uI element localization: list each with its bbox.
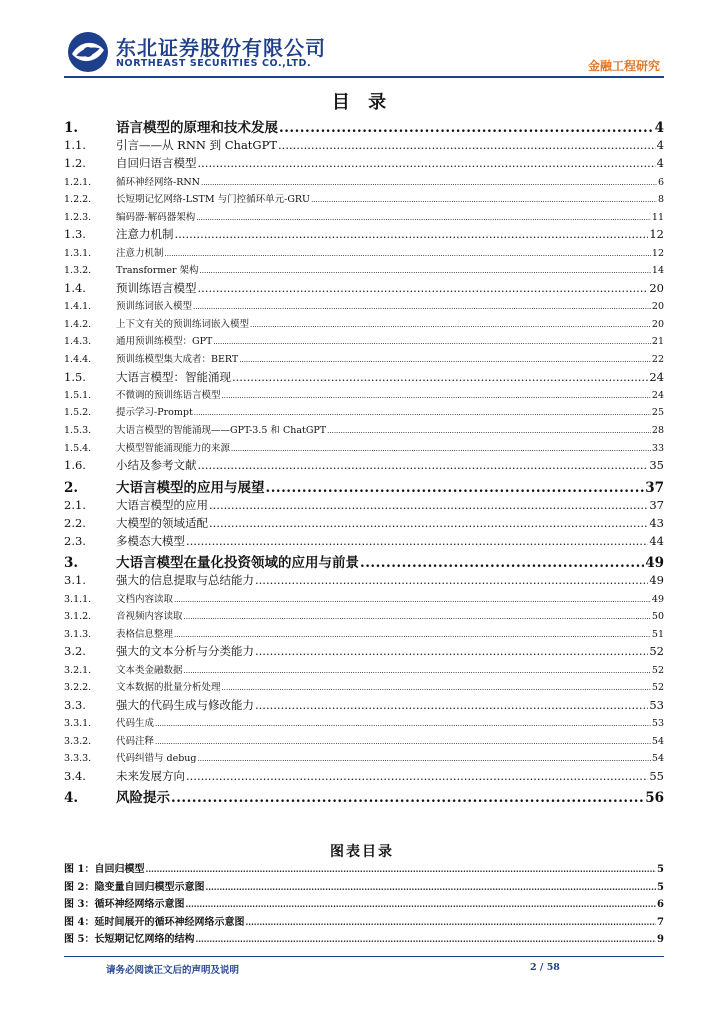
toc-entry-page: 24 [651,389,664,401]
toc-entry-page: 25 [651,407,664,419]
toc-entry[interactable] [64,768,664,786]
toc-entry[interactable] [64,316,664,334]
toc-entry-number: 3.3.1. [64,718,92,730]
toc-entry-page: 55 [649,769,664,784]
toc-leader-dots [171,790,644,806]
toc-entry-page: 51 [651,628,664,640]
toc-entry[interactable] [64,191,664,209]
toc-entry-page: 20 [649,280,664,295]
toc-leader-dots [327,427,651,435]
toc-entry[interactable] [64,750,664,768]
toc-entry-title: 文本类金融数据 [116,664,183,676]
toc-entry-page: 49 [651,593,664,605]
toc-entry[interactable] [64,280,664,298]
toc-leader-dots [165,250,651,258]
toc-entry-title: 大模型智能涌现能力的来源 [116,442,231,454]
toc-leader-dots [213,338,651,346]
toc-entry[interactable] [64,626,664,644]
toc-entry[interactable] [64,786,664,807]
toc-entry-page: 12 [649,227,664,242]
toc-entry-page: 21 [651,336,664,348]
toc-entry-title: 音视频内容读取 [116,611,183,623]
toc-entry-title: 自回归语言模型 [116,156,197,171]
toc-leader-dots [239,356,651,364]
toc-entry-page: 50 [651,611,664,623]
toc-leader-dots [250,321,651,329]
toc-leader-dots [198,458,649,472]
toc-entry[interactable] [64,457,664,475]
toc-entry-title: 预训练语言模型 [116,280,197,295]
toc-leader-dots [311,196,657,204]
toc-leader-dots [266,480,645,496]
toc-entry[interactable] [64,209,664,227]
toc-entry-page: 28 [651,425,664,437]
table-of-contents [64,116,664,807]
toc-leader-dots [196,214,651,222]
toc-entry-page: 14 [651,265,664,277]
toc-entry[interactable] [64,440,664,458]
figure-leader-dots [245,917,656,927]
toc-entry[interactable] [64,643,664,661]
figure-leader-dots [185,899,656,909]
figure-entry-label: 图 4：延时间展开的循环神经网络示意图 [64,916,245,928]
toc-leader-dots [193,303,651,311]
toc-entry[interactable] [64,572,664,590]
figure-entry[interactable] [64,860,664,878]
toc-entry-page: 4 [654,120,664,136]
toc-entry-title: 强大的文本分析与分类能力 [116,644,254,659]
toc-entry-number: 1.2.3. [64,211,92,223]
toc-entry[interactable] [64,369,664,387]
page-header [0,0,724,80]
toc-entry[interactable] [64,662,664,680]
toc-entry-page: 54 [651,735,664,747]
toc-entry-title: 提示学习-Prompt [116,407,193,419]
toc-entry-page: 43 [649,515,664,530]
toc-entry-page: 52 [649,644,664,659]
toc-leader-dots [279,120,654,136]
figure-entry-page: 5 [657,864,664,875]
toc-entry-page: 53 [651,718,664,730]
toc-leader-dots [231,445,651,453]
toc-entry-number: 3.2. [64,644,86,659]
toc-entry-page: 37 [645,479,664,496]
figure-entry[interactable] [64,895,664,913]
toc-entry-page: 6 [657,176,664,188]
toc-entry-title: 长短期记忆网络-LSTM 与门控循环单元-GRU [116,194,311,206]
toc-entry-page: 49 [649,573,664,588]
toc-entry-number: 3. [64,555,79,572]
toc-entry[interactable] [64,476,664,497]
toc-leader-dots [174,596,651,604]
toc-leader-dots [222,684,651,692]
header-divider [64,76,664,78]
figure-list-title: 图表目录 [330,844,394,860]
toc-entry-title: 风险提示 [116,790,170,807]
toc-leader-dots [360,555,644,571]
toc-entry-page: 8 [657,194,664,206]
toc-entry[interactable] [64,137,664,155]
toc-entry-page: 53 [649,697,664,712]
toc-entry[interactable] [64,497,664,515]
toc-entry[interactable] [64,697,664,715]
toc-entry-number: 2.2. [64,515,86,530]
toc-entry-page: 37 [649,497,664,512]
toc-entry[interactable] [64,591,664,609]
toc-leader-dots [155,738,651,746]
figure-entry-page: 9 [657,934,664,945]
toc-leader-dots [255,644,648,658]
toc-entry-title: 未来发展方向 [116,769,185,784]
toc-entry-number: 1.3.2. [64,265,92,277]
company-name-en: NORTHEAST SECURITIES CO.,LTD. [116,58,312,69]
toc-leader-dots [184,613,651,621]
toc-entry-number: 1.3. [64,227,86,242]
toc-entry-page: 12 [651,247,664,259]
figure-entry-page: 5 [657,881,664,893]
toc-entry-title: 通用预训练模型：GPT [116,336,213,348]
toc-leader-dots [232,370,648,384]
toc-leader-dots [155,720,651,728]
toc-leader-dots [198,281,649,295]
toc-entry[interactable] [64,515,664,533]
toc-entry[interactable] [64,608,664,626]
toc-entry[interactable] [64,262,664,280]
toc-leader-dots [255,698,648,712]
toc-entry[interactable] [64,533,664,551]
figure-entry-page: 7 [657,916,664,928]
toc-entry-page: 56 [645,790,664,807]
footer-divider [64,956,664,957]
toc-entry-page: 52 [651,664,664,676]
toc-entry-number: 1.4.3. [64,336,92,348]
toc-entry[interactable] [64,333,664,351]
toc-entry-page: 49 [645,555,664,572]
toc-entry-number: 3.2.2. [64,682,92,694]
toc-leader-dots [186,769,648,783]
toc-entry-title: 大语言模型的应用与展望 [116,479,265,496]
toc-entry-title: 代码生成 [116,718,155,730]
toc-entry-title: 预训练词嵌入模型 [116,301,193,313]
toc-entry[interactable] [64,679,664,697]
figure-entry[interactable] [64,913,664,931]
toc-entry-page: 11 [651,211,664,223]
toc-entry-number: 1.5.1. [64,389,92,401]
company-name-cn: 东北证券股份有限公司 [116,36,326,60]
toc-entry-number: 3.2.1. [64,664,92,676]
toc-title: 目 录 [331,92,393,113]
toc-leader-dots [209,498,648,512]
toc-entry-title: 大模型的领域适配 [116,515,208,530]
toc-entry-number: 3.3. [64,697,86,712]
toc-leader-dots [194,409,651,417]
toc-entry[interactable] [64,422,664,440]
toc-entry-number: 1.5. [64,369,86,384]
toc-entry-title: 注意力机制 [116,247,164,259]
toc-entry[interactable] [64,733,664,751]
northeast-securities-logo-icon [66,30,110,74]
toc-entry-number: 1.4.4. [64,353,92,365]
toc-entry-number: 1.2. [64,156,86,171]
toc-entry-title: 大语言模型的智能涌现——GPT-3.5 和 ChatGPT [116,425,327,437]
toc-entry-title: 小结及参考文献 [116,458,197,473]
toc-entry[interactable] [64,226,664,244]
toc-entry-number: 3.3.2. [64,735,92,747]
toc-leader-dots [200,267,651,275]
toc-entry-number: 1.5.2. [64,407,92,419]
toc-entry[interactable] [64,715,664,733]
toc-entry-number: 4. [64,790,79,807]
toc-entry-number: 2. [64,479,79,496]
figure-leader-dots [145,864,656,874]
toc-entry-page: 4 [656,138,664,152]
toc-entry-title: 预训练模型集大成者：BERT [116,353,239,365]
toc-entry-number: 3.1. [64,573,86,588]
toc-entry-number: 3.1.2. [64,611,92,623]
toc-entry-title: 多模态大模型 [116,534,185,549]
toc-entry-page: 20 [651,301,664,313]
toc-entry-title: 不微调的预训练语言模型 [116,389,221,401]
toc-entry[interactable] [64,551,664,572]
toc-entry-number: 1.1. [64,138,86,152]
toc-entry-number: 2.3. [64,534,86,549]
figure-entry[interactable] [64,930,664,948]
toc-leader-dots [175,227,649,241]
toc-entry-number: 1.5.3. [64,425,92,437]
toc-entry-title: 代码纠错与 debug [116,753,197,765]
toc-entry-page: 35 [649,458,664,473]
toc-entry-number: 1.4. [64,280,86,295]
toc-entry-title: 大语言模型在量化投资领域的应用与前景 [116,555,359,572]
toc-entry-page: 33 [651,442,664,454]
footer-page-number: 2 / 58 [530,962,560,973]
toc-entry[interactable] [64,404,664,422]
figure-entry[interactable] [64,878,664,896]
toc-entry-title: 文本数据的批量分析处理 [116,682,221,694]
toc-entry-page: 20 [651,318,664,330]
figure-list [64,860,664,948]
toc-leader-dots [198,755,651,763]
toc-leader-dots [201,179,657,187]
toc-entry-title: 文档内容读取 [116,593,174,605]
toc-entry-number: 3.1.3. [64,628,92,640]
toc-entry[interactable] [64,116,664,137]
toc-entry-title: 代码注释 [116,735,155,747]
toc-entry-number: 1. [64,120,79,136]
toc-entry-title: 编码器-解码器架构 [116,211,196,223]
toc-entry-page: 22 [651,353,664,365]
toc-entry-title: 强大的信息提取与总结能力 [116,573,254,588]
toc-leader-dots [278,138,656,152]
toc-leader-dots [209,516,648,530]
figure-entry-label: 图 3：循环神经网络示意图 [64,899,185,910]
toc-entry[interactable] [64,387,664,405]
toc-entry-title: 上下文有关的预训练词嵌入模型 [116,318,250,330]
toc-entry-number: 3.3.3. [64,753,92,765]
toc-entry-title: 表格信息整理 [116,628,174,640]
toc-entry-number: 1.3.1. [64,247,92,259]
figure-entry-label: 图 5：长短期记忆网络的结构 [64,934,195,945]
toc-entry-page: 54 [651,753,664,765]
toc-leader-dots [174,631,651,639]
toc-entry[interactable] [64,174,664,192]
figure-entry-page: 6 [657,899,664,910]
toc-entry-number: 2.1. [64,497,86,512]
figure-leader-dots [195,934,656,944]
toc-leader-dots [186,534,648,548]
toc-entry[interactable] [64,155,664,173]
toc-entry-number: 1.6. [64,458,86,473]
toc-entry-page: 44 [649,534,664,549]
figure-entry-label: 图 1：自回归模型 [64,864,145,875]
figure-entry-label: 图 2：隐变量自回归模型示意图 [64,881,205,893]
toc-entry-title: 大语言模型：智能涌现 [116,369,231,384]
toc-leader-dots [255,573,648,587]
toc-entry-title: 大语言模型的应用 [116,497,208,512]
figure-leader-dots [205,882,656,892]
toc-entry-number: 1.2.2. [64,194,92,206]
footer-disclaimer: 请务必阅读正文后的声明及说明 [106,965,240,976]
toc-entry[interactable] [64,298,664,316]
toc-entry-number: 1.4.1. [64,301,92,313]
toc-leader-dots [184,667,651,675]
toc-entry-title: 循环神经网络-RNN [116,176,200,188]
toc-entry-title: 引言——从 RNN 到 ChatGPT [116,138,278,152]
toc-entry[interactable] [64,351,664,369]
toc-entry-page: 24 [649,369,664,384]
toc-entry-page: 52 [651,682,664,694]
toc-leader-dots [222,392,651,400]
department-label: 金融工程研究 [587,59,660,73]
toc-entry-title: 注意力机制 [116,227,174,242]
toc-entry[interactable] [64,245,664,263]
toc-entry-number: 1.2.1. [64,176,92,188]
toc-entry-title: 强大的代码生成与修改能力 [116,697,254,712]
toc-entry-title: Transformer 架构 [116,265,199,277]
toc-entry-number: 1.4.2. [64,318,92,330]
toc-entry-page: 4 [656,156,664,171]
toc-entry-number: 3.4. [64,769,86,784]
toc-entry-number: 1.5.4. [64,442,92,454]
toc-leader-dots [198,156,656,170]
toc-entry-title: 语言模型的原理和技术发展 [116,120,278,136]
toc-entry-number: 3.1.1. [64,593,92,605]
